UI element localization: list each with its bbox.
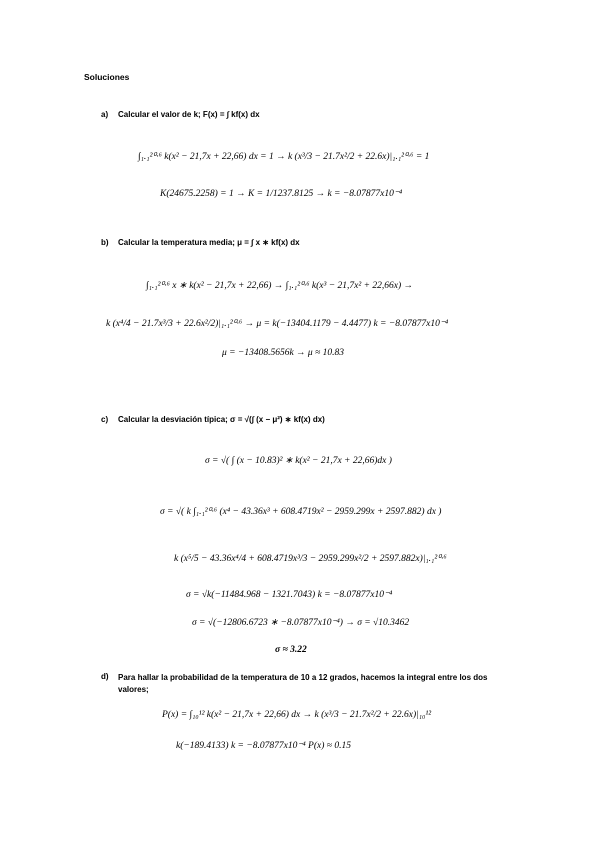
page-title: Soluciones	[84, 72, 130, 82]
section-a-marker: a)	[101, 110, 109, 119]
section-b-equation-1: ∫₁.₁²⁰·⁶ x ∗ k(x² − 21,7x + 22,66) → ∫₁.₁²⁰·⁶ k(x³ − 21,7x² + 22,66x) →	[146, 281, 413, 291]
section-d-equation-1: P(x) = ∫₁₀¹² k(x² − 21,7x + 22,66) dx → k (x³/3 − 21.7x²/2 + 22.6x)|₁₀¹²	[162, 710, 432, 720]
section-c-equation-2: σ = √( k ∫₁.₁²⁰·⁶ (x⁴ − 43.36x³ + 608.4719x² − 2959.299x + 2597.882) dx )	[160, 507, 442, 517]
section-d-marker: d)	[101, 672, 109, 681]
section-c-equation-3: k (x⁵/5 − 43.36x⁴/4 + 608.4719x³/3 − 2959.299x²/2 + 2597.882x)|₁.₁²⁰·⁶	[174, 554, 447, 564]
section-b-heading: Calcular la temperatura media; μ = ∫ x ∗ kf(x) dx	[118, 238, 300, 247]
section-c-equation-4: σ = √k(−11484.968 − 1321.7043) k = −8.07877x10⁻⁴	[186, 590, 393, 600]
section-c-equation-5: σ = √(−12806.6723 ∗ −8.07877x10⁻⁴) → σ = √10.3462	[192, 618, 410, 628]
section-b-marker: b)	[101, 238, 109, 247]
section-c-marker: c)	[101, 415, 109, 424]
section-a-equation-1: ∫₁.₁²⁰·⁶ k(x² − 21,7x + 22,66) dx = 1 → k (x³/3 − 21.7x²/2 + 22.6x)|₁.₁²⁰·⁶ = 1	[138, 152, 430, 162]
section-b-equation-3: μ = −13408.5656k → μ ≈ 10.83	[222, 348, 345, 358]
section-a-equation-2: K(24675.2258) = 1 → K = 1/1237.8125 → k = −8.07877x10⁻⁴	[160, 189, 403, 199]
section-b-equation-2: k (x⁴/4 − 21.7x³/3 + 22.6x²/2)|₁.₁²⁰·⁶ → μ = k(−13404.1179 − 4.4477) k = −8.07877x10⁻⁴	[106, 319, 449, 329]
section-a-heading: Calcular el valor de k; F(x) = ∫ kf(x) dx	[118, 110, 260, 119]
section-d-text: Para hallar la probabilidad de la temperatura de 10 a 12 grados, hacemos la integral entre los dos valores;	[118, 673, 488, 694]
section-c-heading: Calcular la desviación típica; σ = √(∫ (x − μ²) ∗ kf(x) dx)	[118, 415, 325, 424]
section-c-equation-6: σ ≈ 3.22	[275, 645, 307, 655]
section-c-equation-1: σ = √( ∫ (x − 10.83)² ∗ k(x² − 21,7x + 22,66)dx )	[205, 456, 392, 466]
section-d-equation-2: k(−189.4133) k = −8.07877x10⁻⁴ P(x) ≈ 0.15	[176, 741, 351, 751]
